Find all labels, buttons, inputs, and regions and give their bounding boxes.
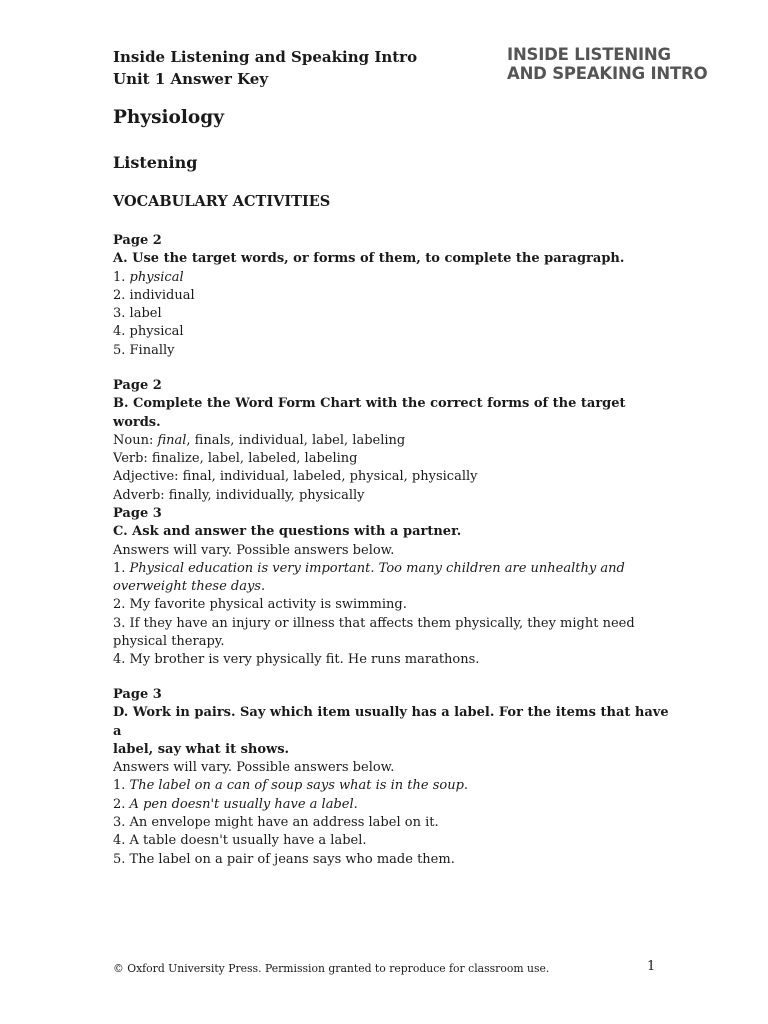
section-a-item-2: 2. individual [113,287,195,303]
section-b-adjective: Adjective: final, individual, labeled, physical, physically [113,469,478,485]
section-c-item-3: 3. If they have an injury or illness that affects them physically, they might need [113,615,635,631]
document-header [113,46,417,90]
section-b [113,377,673,505]
section-d [113,686,673,869]
section-d-item-3: 3. An envelope might have an address label on it. [113,815,439,831]
section-a-item-1 [113,269,673,287]
answer-italic: final [157,432,187,448]
section-title: Listening [113,153,198,172]
item-number: 2. [113,796,130,812]
item-number: 1. [113,269,130,285]
section-d-page: Page 3 [113,687,162,702]
section-b-noun [113,432,673,450]
section-a-page: Page 2 [113,233,162,248]
activities-title: VOCABULARY ACTIVITIES [113,193,331,210]
section-c-instruction: C. Ask and answer the questions with a partner. [113,524,462,540]
answer-italic: The label on a can of soup says what is in the soup. [129,778,469,794]
header-subtitle: Unit 1 Answer Key [113,70,269,88]
section-a-item-5: 5. Finally [113,342,175,358]
section-c-item-4: 4. My brother is very physically fit. He runs marathons. [113,652,480,668]
logo-line-2: AND SPEAKING INTRO [507,64,708,83]
section-d-note: Answers will vary. Possible answers below. [113,760,395,776]
section-b-instruction: B. Complete the Word Form Chart with the correct forms of the target words. [113,396,626,430]
header-title: Inside Listening and Speaking Intro [113,48,418,66]
section-a-instruction: A. Use the target words, or forms of them, to complete the paragraph. [113,251,625,267]
section-b-verb: Verb: finalize, label, labeled, labeling [113,451,358,467]
section-c-item-1-cont: overweight these days. [113,579,266,595]
section-d-item-4: 4. A table doesn't usually have a label. [113,833,367,849]
section-b-page: Page 2 [113,378,162,393]
section-c-item-1 [113,560,673,578]
section-a-item-3: 3. label [113,306,162,322]
section-d-item-1 [113,777,673,795]
section-c [113,505,673,670]
section-a [113,232,673,360]
noun-rest: , finals, individual, label, labeling [186,432,406,448]
section-c-item-2: 2. My favorite physical activity is swimming. [113,597,407,613]
section-a-item-4: 4. physical [113,324,184,340]
noun-label: Noun: [113,432,158,448]
section-c-page: Page 3 [113,506,162,521]
section-c-item-3-cont: physical therapy. [113,634,225,650]
brand-logo [507,45,707,83]
answer-italic: Physical education is very important. Too many children are unhealthy and [129,560,625,576]
section-d-item-2 [113,796,673,814]
copyright-footer: © Oxford University Press. Permission granted to reproduce for classroom use. [113,962,550,975]
section-d-instruction-cont: label, say what it shows. [113,741,290,757]
section-d-instruction: D. Work in pairs. Say which item usually has a label. For the items that have a [113,705,669,739]
item-number: 1. [113,560,130,576]
section-d-item-5: 5. The label on a pair of jeans says who made them. [113,851,455,867]
item-number: 1. [113,778,130,794]
section-b-adverb: Adverb: finally, individually, physically [113,487,365,503]
page-number: 1 [647,959,656,974]
section-c-note: Answers will vary. Possible answers below. [113,542,395,558]
answer-italic: A pen doesn't usually have a label. [129,796,358,812]
logo-line-1: INSIDE LISTENING [507,45,671,64]
unit-title: Physiology [113,107,224,128]
answer-italic: physical [129,269,184,285]
